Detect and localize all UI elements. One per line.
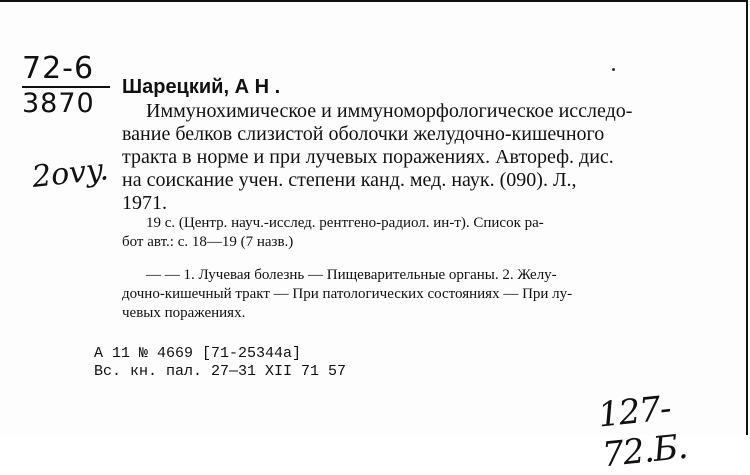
registry-line-1: А 11 № 4669 [71-25344а] xyxy=(94,345,302,362)
title-line-3: тракта в норме и при лучевых поражениях. Автореф. дис. xyxy=(122,146,614,168)
pagination-line-2: бот авт.: с. 18—19 (7 назв.) xyxy=(122,234,294,250)
registry-line-2: Вс. кн. пал. 27—31 XII 71 57 xyxy=(94,363,347,380)
subject-line-3: чевых поражениях. xyxy=(122,305,246,321)
title-line-2: вание белков слизистой оболочки желудочно-кишечного xyxy=(122,123,605,145)
call-number-bottom: 3870 xyxy=(22,88,95,119)
title-line-5: 1971. xyxy=(122,192,167,214)
stray-mark xyxy=(612,68,615,71)
author-heading: Шарецкий, А Н . xyxy=(122,76,281,98)
call-number-top: 72-6 xyxy=(22,51,95,86)
title-line-4: на соискание учен. степени канд. мед. наук. (090). Л., xyxy=(122,169,577,191)
pagination-line-1: 19 с. (Центр. науч.-исслед. рентгено-радиол. ин-т). Список ра- xyxy=(146,215,544,231)
title-line-1: Иммунохимическое и иммуноморфологическое исследо- xyxy=(146,100,633,122)
subject-line-1: — — 1. Лучевая болезнь — Пищеварительные органы. 2. Желу- xyxy=(146,267,557,283)
subject-line-2: дочно-кишечный тракт — При патологических состояниях — При лу- xyxy=(122,286,573,302)
handwritten-signature: 2ovy. xyxy=(30,152,111,195)
handwritten-corner-note: 127-72.Б. xyxy=(596,388,689,475)
